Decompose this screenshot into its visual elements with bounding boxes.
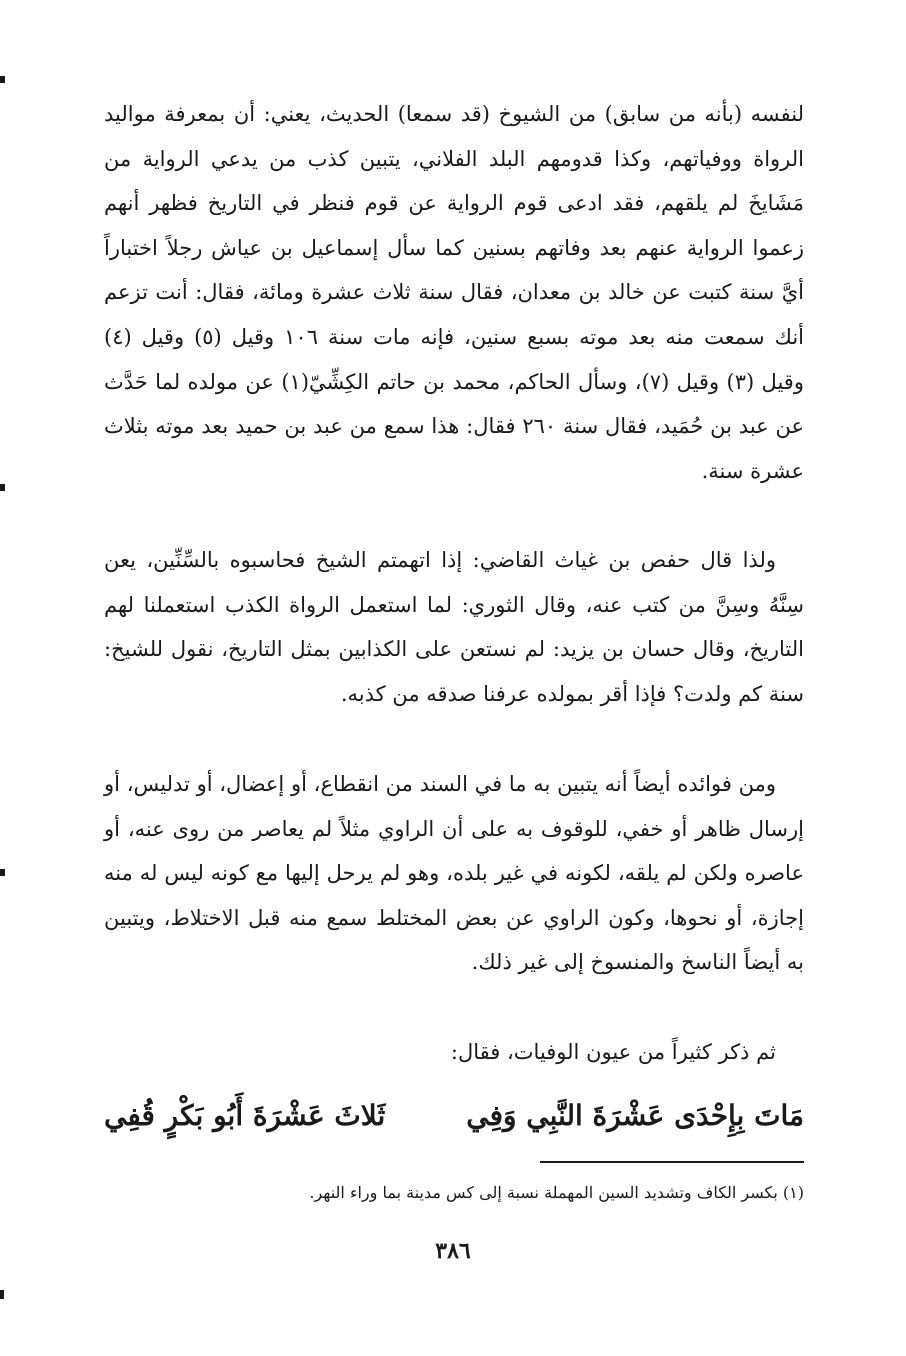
body-paragraph-1 — [104, 92, 804, 493]
page-number: ٣٨٦ — [435, 1238, 471, 1264]
body-paragraph-3 — [104, 762, 804, 985]
margin-mark — [0, 484, 5, 491]
paragraph-text: ولذا قال حفص بن غياث القاضي: إذا اتهمتم الشيخ فحاسبوه بالسِّنِّين، يعن سِنَّهُ وسِنَّ من كتب عنه، وقال الثوري: لما استعمل الرواة الكذب استعملنا لهم التاريخ، وقال حسان بن يزيد: لم نستعن على الكذابين بمثل التاريخ، نقول للشيخ: سنة كم ولدت؟ فإذا أقر بمولده عرفنا صدقه من كذبه. — [104, 548, 804, 706]
verse-second-hemistich: ثَلاثَ عَشْرَةَ أَبُو بَكْرٍ قُفِي — [104, 1099, 386, 1132]
paragraph-text: ثم ذكر كثيراً من عيون الوفيات، فقال: — [450, 1040, 776, 1064]
footnote: (١) بكسر الكاف وتشديد السين المهملة نسبة إلى كس مدينة بما وراء النهر. — [309, 1183, 804, 1202]
paragraph-text: لنفسه (بأنه من سابق) من الشيوخ (قد سمعا) الحديث، يعني: أن بمعرفة مواليد الرواة ووفياتهم، وكذا قدومهم البلد الفلاني، يتبين كذب من يدعي الرواية من مَشَايخَ لم يلقهم، فقد ادعى قوم الرواية عن قوم فنظر في التاريخ فظهر أنهم زعموا الرواية عنهم بعد وفاتهم بسنين كما سأل إسماعيل بن عياش رجلاً اختباراً أيَّ سنة كتبت عن خالد بن معدان، فقال سنة ثلاث عشرة ومائة، فقال: أنت تزعم أنك سمعت منه بعد موته بسبع سنين، فإنه مات سنة ١٠٦ وقيل (٥) وقيل (٤) وقيل (٣) وقيل (٧)، وسأل الحاكم، محمد بن حاتم الكِشِّيّ(١) عن مولده لما حَدَّث عن عبد بن حُمَيد، فقال سنة ٢٦٠ فقال: هذا سمع من عبد بن حميد بعد موته بثلاث عشرة سنة. — [104, 102, 805, 483]
body-paragraph-2 — [104, 538, 804, 716]
footnote-divider — [540, 1161, 804, 1163]
paragraph-text: ومن فوائده أيضاً أنه يتبين به ما في السند من انقطاع، أو إعضال، أو تدليس، أو إرسال ظاهر أو خفي، للوقوف به على أن الراوي مثلاً لم يعاصر من روى عنه، أو عاصره ولكن لم يلقه، لكونه في غير بلده، وهو لم يرحل إليها مع كونه ليس له منه إجازة، أو نحوها، وكون الراوي عن بعض المختلط سمع منه قبل الاختلاط، ويتبين به أيضاً الناسخ والمنسوخ إلى غير ذلك. — [104, 772, 804, 975]
poem-verse — [104, 1088, 804, 1144]
body-paragraph-4 — [104, 1030, 804, 1075]
verse-first-hemistich: مَاتَ بِإِحْدَى عَشْرَةَ النَّبِي وَفِي — [466, 1099, 804, 1132]
margin-mark — [0, 76, 5, 83]
margin-mark — [0, 869, 5, 876]
margin-mark — [0, 1290, 4, 1299]
